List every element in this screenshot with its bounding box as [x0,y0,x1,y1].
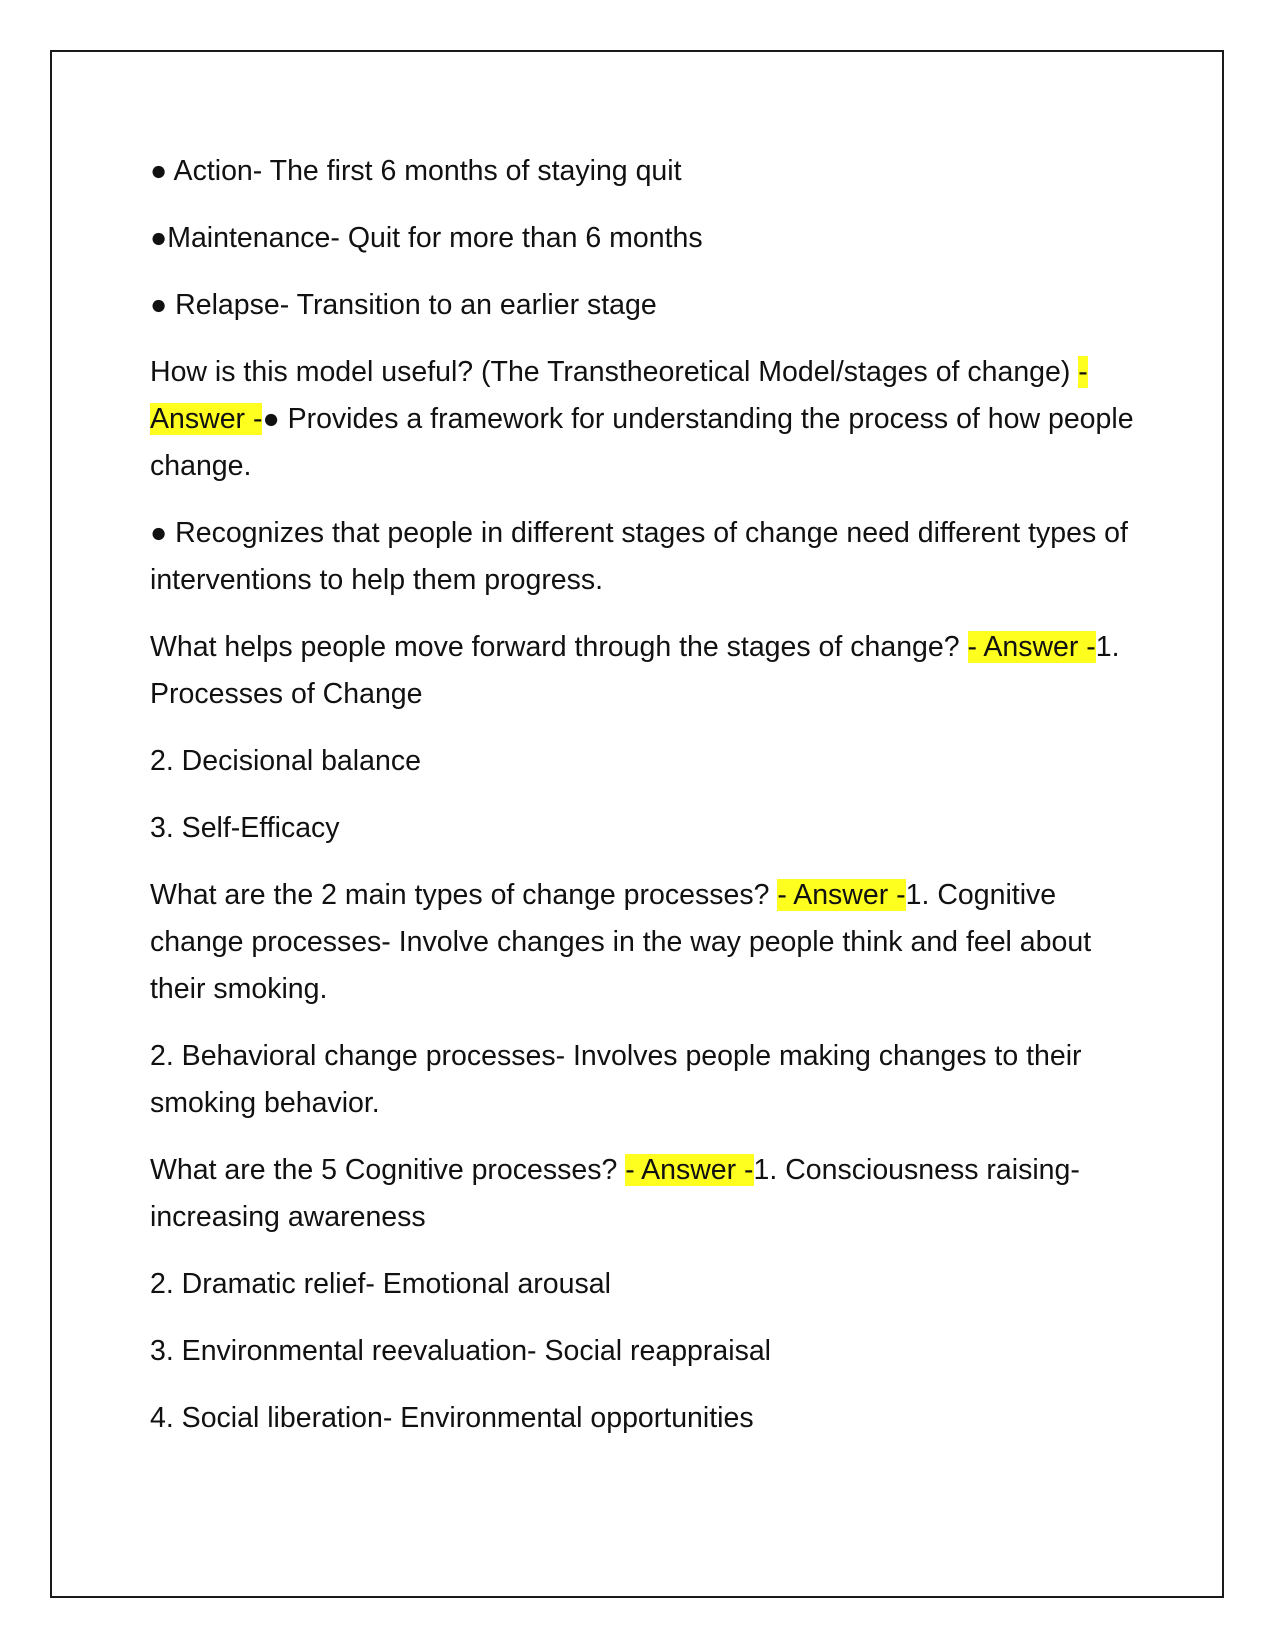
list-item-social-liberation: 4. Social liberation- Environmental opportunities [150,1402,754,1434]
answer-text: 1. Cognitive change processes- Involve changes in the way people think and feel about their smoking. [150,879,1092,1005]
answer-marker-highlight: - Answer - [625,1154,754,1186]
bullet-recognizes: ● Recognizes that people in different stages of change need different types of interventions to help them progress. [150,517,1128,596]
qa-move-forward [150,624,1135,718]
answer-text: ● Provides a framework for understanding the process of how people change. [150,403,1134,482]
qa-model-useful [150,349,1135,490]
answer-marker-highlight: - Answer - [967,631,1096,663]
question-text: What helps people move forward through the stages of change? [150,631,968,663]
answer-marker-highlight: - Answer - [150,356,1088,435]
bullet-action: ● Action- The first 6 months of staying quit [150,155,682,187]
question-text: How is this model useful? (The Transtheoretical Model/stages of change) [150,356,1079,388]
bullet-maintenance: ●Maintenance- Quit for more than 6 months [150,222,703,254]
list-item-environmental-reevaluation: 3. Environmental reevaluation- Social reappraisal [150,1335,772,1367]
question-text: What are the 2 main types of change processes? [150,879,778,911]
answer-text: 1. Processes of Change [150,631,1120,710]
list-item-self-efficacy: 3. Self-Efficacy [150,812,340,844]
list-item-decisional-balance: 2. Decisional balance [150,745,421,777]
document-body [150,148,1135,1462]
qa-cognitive-processes [150,1147,1135,1241]
answer-marker-highlight: - Answer - [777,879,906,911]
question-text: What are the 5 Cognitive processes? [150,1154,626,1186]
list-item-dramatic-relief: 2. Dramatic relief- Emotional arousal [150,1268,611,1300]
bullet-relapse: ● Relapse- Transition to an earlier stage [150,289,657,321]
qa-change-process-types [150,872,1135,1013]
list-item-behavioral-processes: 2. Behavioral change processes- Involves people making changes to their smoking behavior. [150,1040,1082,1119]
answer-text: 1. Consciousness raising- increasing awareness [150,1154,1080,1233]
